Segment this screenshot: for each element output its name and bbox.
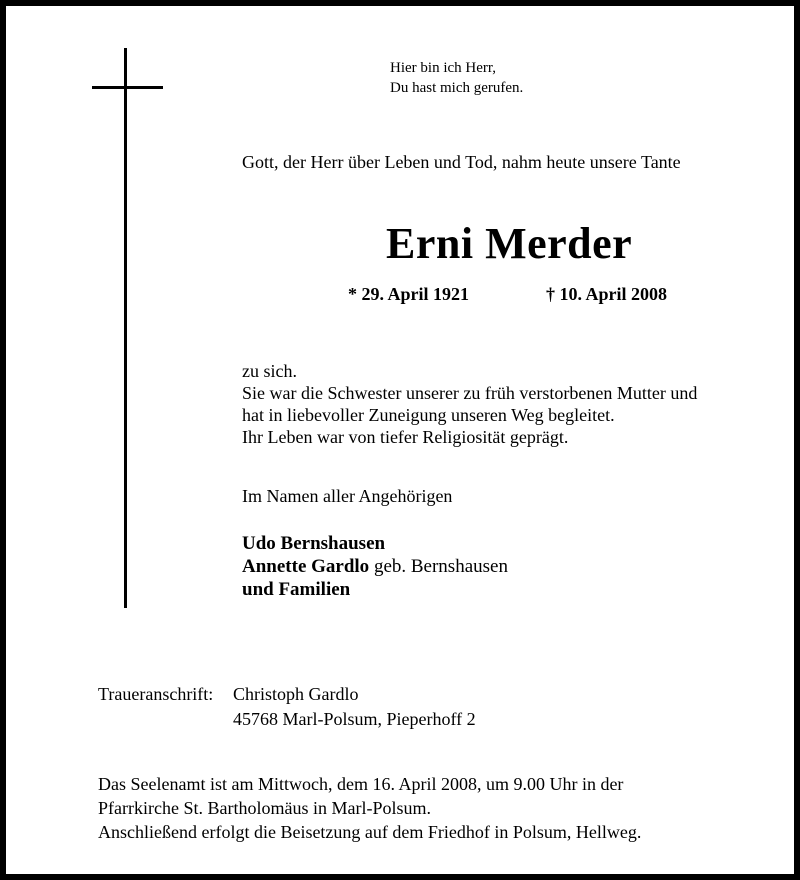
signer-2-name: Annette Gardlo: [242, 556, 370, 577]
signers-block: [242, 532, 508, 601]
service-line: Anschließend erfolgt die Beisetzung auf dem Friedhof in Polsum, Hellweg.: [98, 822, 642, 842]
motto-line-2: Du hast mich gerufen.: [390, 80, 524, 96]
signer-1: Udo Bernshausen: [242, 533, 386, 554]
deceased-name: Erni Merder: [386, 219, 633, 268]
birth-date: * 29. April 1921: [348, 284, 470, 304]
service-line: Pfarrkirche St. Bartholomäus in Marl-Polsum.: [98, 798, 431, 818]
address-label: Traueranschrift:: [98, 684, 214, 704]
tribute-line: Ihr Leben war von tiefer Religiosität geprägt.: [242, 427, 569, 447]
on-behalf-text: Im Namen aller Angehörigen: [242, 486, 453, 506]
tribute-line: zu sich.: [242, 361, 297, 381]
motto-line-1: Hier bin ich Herr,: [390, 60, 497, 76]
cross-icon-bar: [92, 86, 163, 89]
bible-motto: [390, 58, 523, 98]
signer-3: und Familien: [242, 579, 351, 600]
death-date: † 10. April 2008: [546, 284, 668, 304]
address-street: 45768 Marl-Polsum, Pieperhoff 2: [233, 709, 476, 729]
signer-2: [242, 555, 508, 578]
tribute-line: hat in liebevoller Zuneigung unseren Weg begleitet.: [242, 405, 615, 425]
intro-text: Gott, der Herr über Leben und Tod, nahm heute unsere Tante: [242, 152, 681, 172]
tribute-paragraph: [242, 360, 697, 448]
service-info: [98, 772, 641, 844]
address-name: Christoph Gardlo: [233, 684, 359, 704]
service-line: Das Seelenamt ist am Mittwoch, dem 16. April 2008, um 9.00 Uhr in der: [98, 774, 624, 794]
cross-icon: [124, 48, 127, 608]
signer-2-maiden-name: geb. Bernshausen: [369, 556, 508, 577]
tribute-line: Sie war die Schwester unserer zu früh verstorbenen Mutter und: [242, 383, 698, 403]
